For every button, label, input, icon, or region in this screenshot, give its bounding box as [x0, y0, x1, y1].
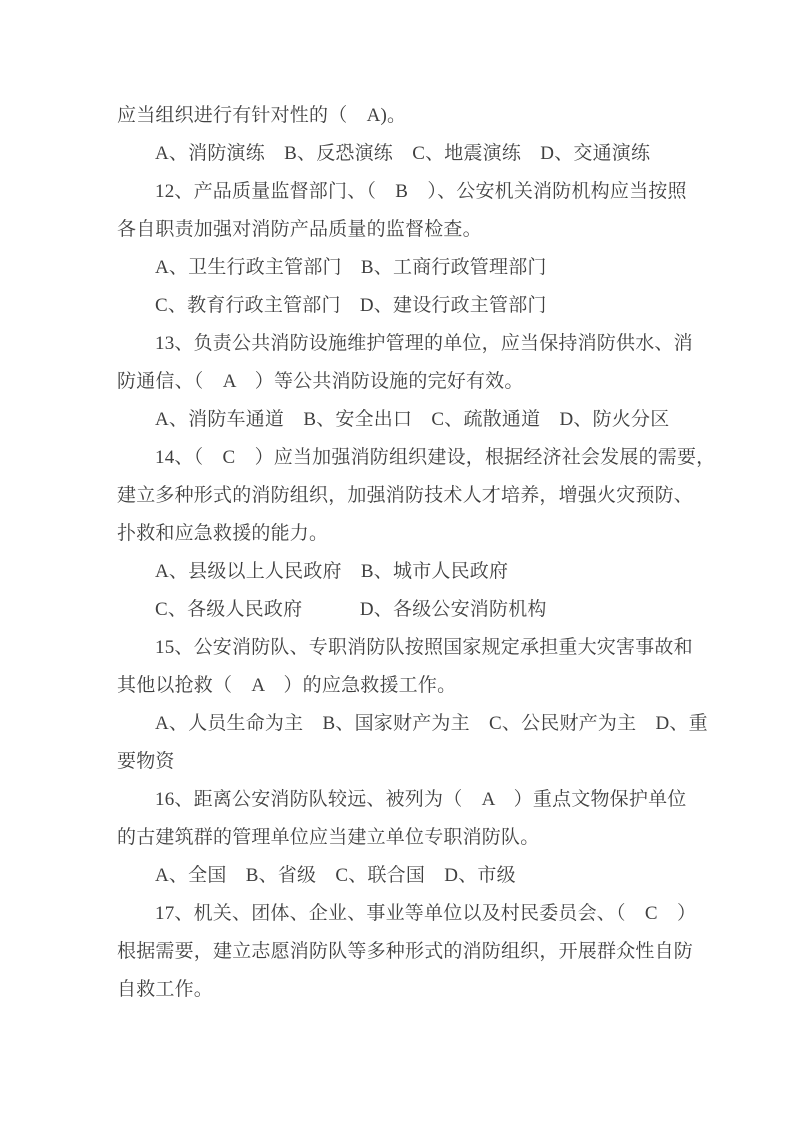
document-text-line: 13、负责公共消防设施维护管理的单位，应当保持消防供水、消: [155, 333, 693, 354]
document-text-line: C、各级人民政府 D、各级公安消防机构: [155, 599, 547, 620]
document-text-line: 自救工作。: [117, 979, 214, 1000]
document-text-line: 应当组织进行有针对性的（ A)。: [117, 105, 407, 126]
document-text-line: A、全国 B、省级 C、联合国 D、市级: [155, 865, 516, 886]
document-text-line: 扑救和应急救援的能力。: [117, 523, 329, 544]
document-text-line: 的古建筑群的管理单位应当建立单位专职消防队。: [117, 827, 540, 848]
document-text-line: 要物资: [117, 751, 175, 772]
document-text-line: C、教育行政主管部门 D、建设行政主管部门: [155, 295, 547, 316]
document-text-line: A、消防车通道 B、安全出口 C、疏散通道 D、防火分区: [155, 409, 670, 430]
document-text-line: 15、公安消防队、专职消防队按照国家规定承担重大灾害事故和: [155, 637, 693, 658]
document-body: [117, 97, 716, 1009]
document-text-line: A、县级以上人民政府 B、城市人民政府: [155, 561, 509, 582]
document-text-line: 防通信、（ A ）等公共消防设施的完好有效。: [117, 371, 524, 392]
document-text-line: 根据需要，建立志愿消防队等多种形式的消防组织，开展群众性自防: [117, 941, 694, 962]
document-text-line: 建立多种形式的消防组织，加强消防技术人才培养，增强火灾预防、: [117, 485, 694, 506]
document-text-line: A、人员生命为主 B、国家财产为主 C、公民财产为主 D、重: [155, 713, 708, 734]
document-text-line: 17、机关、团体、企业、事业等单位以及村民委员会、（ C ）: [155, 903, 697, 924]
document-text-line: 各自职责加强对消防产品质量的监督检查。: [117, 219, 482, 240]
document-text-line: 其他以抢救（ A ）的应急救援工作。: [117, 675, 457, 696]
document-text-line: A、卫生行政主管部门 B、工商行政管理部门: [155, 257, 547, 278]
document-text-line: 14、（ C ）应当加强消防组织建设，根据经济社会发展的需要，: [155, 447, 716, 468]
document-text-line: 16、距离公安消防队较远、被列为（ A ）重点文物保护单位: [155, 789, 687, 810]
document-text-line: 12、产品质量监督部门、（ B ）、公安机关消防机构应当按照: [155, 181, 687, 202]
document-text-line: A、消防演练 B、反恐演练 C、地震演练 D、交通演练: [155, 143, 651, 164]
